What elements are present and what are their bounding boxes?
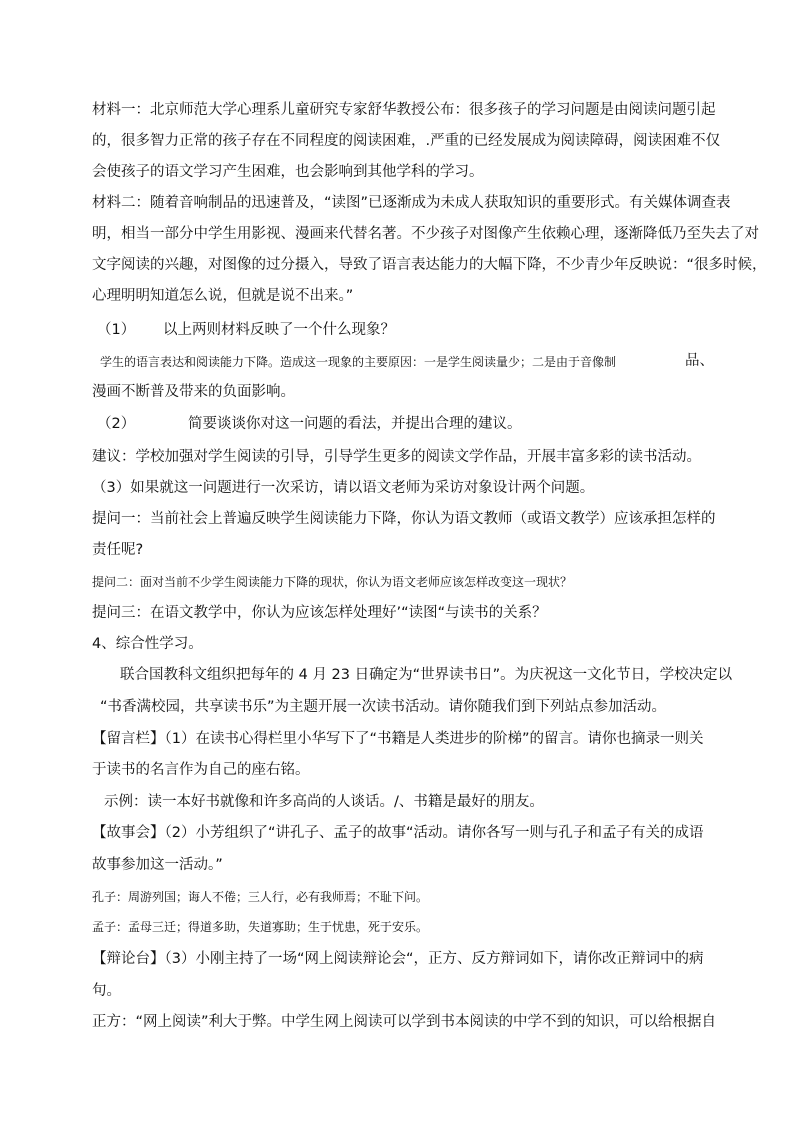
material-two-line-3: 文字阅读的兴趣，对图像的过分摄入，导致了语言表达能力的大幅下降，不少青少年反映说：“很多时候， — [92, 257, 767, 273]
answer-1-line-2: 漫画不断普及带来的负面影响。 — [92, 384, 295, 400]
material-one-line-1: 材料一：北京师范大学心理系儿童研究专家舒华教授公布：很多孩子的学习问题是由阅读问题引起 — [92, 102, 716, 118]
question-1-text: 以上两则材料反映了一个什么现象？ — [163, 322, 395, 338]
material-two-line-4: 心理明明知道怎么说，但就是说不出来。” — [92, 288, 354, 304]
question-3-line: （3）如果就这一问题进行一次采访，请以语文老师为采访对象设计两个问题。 — [92, 480, 595, 496]
material-one-line-2: 的，很多智力正常的孩子存在不同程度的阅读困难，.严重的已经发展成为阅读障碍，阅读困难不仅 — [92, 133, 721, 149]
material-two-line-2: 明，相当一部分中学生用影视、漫画来代替名著。不少孩子对图像产生依赖心理，逐渐降低乃至失去了对 — [92, 226, 759, 242]
section-4-heading: 4、综合性学习。 — [92, 636, 203, 652]
confucius-line: 孔子：周游列国；诲人不倦；三人行，必有我师焉；不耻下问。 — [92, 890, 429, 904]
material-one-line-3: 会使孩子的语文学习产生困难，也会影响到其他学科的学习。 — [92, 164, 484, 180]
message-board-line-1: 【留言栏】（1）在读书心得栏里小华写下了“书籍是人类进步的阶梯”的留言。请你也摘录一则关 — [92, 731, 704, 747]
intro-line-2: “书香满校园，共享读书乐”为主题开展一次读书活动。请你随我们到下列站点参加活动。 — [100, 699, 667, 715]
story-meeting-line-2: 故事参加这一活动。” — [92, 857, 223, 873]
story-meeting-line-1: 【故事会】（2）小芳组织了“讲孔子、孟子的故事“活动。请你各写一则与孔子和孟子有关的成语 — [92, 825, 704, 841]
question-2-text: 简要谈谈你对这一问题的看法，并提出合理的建议。 — [188, 416, 522, 432]
interview-q1-line-2: 责任呢? — [92, 542, 144, 558]
example-line: 示例：读一本好书就像和许多高尚的人谈话。/、书籍是最好的朋友。 — [104, 794, 544, 810]
debate-line-2: 句。 — [92, 983, 121, 999]
question-1-number: （1） — [97, 322, 136, 338]
question-2-number: （2） — [97, 416, 136, 432]
mencius-line: 孟子：孟母三迁；得道多助，失道寡助；生于忧患，死于安乐。 — [92, 920, 429, 934]
affirmative-line: 正方：“网上阅读”利大于弊。中学生网上阅读可以学到书本阅读的中学不到的知识，可以给根据自 — [92, 1014, 717, 1030]
suggestion-line: 建议：学校加强对学生阅读的引导，引导学生更多的阅读文学作品，开展丰富多彩的读书活动。 — [92, 449, 701, 465]
answer-1-line-1-end: 品、 — [685, 353, 714, 369]
intro-line-1: 联合国教科文组织把每年的 4 月 23 日确定为“世界读书日”。为庆祝这一文化节日，学校决定以 — [120, 667, 733, 683]
interview-q3-line: 提问三：在语文教学中，你认为应该怎样处理好’“读图“与读书的关系？ — [92, 605, 547, 621]
debate-line-1: 【辩论台】（3）小刚主持了一场“网上阅读辩论会“，正方、反方辩词如下，请你改正辩词中的病 — [92, 951, 704, 967]
interview-q1-line-1: 提问一：当前社会上普遍反映学生阅读能力下降，你认为语文教师（或语文教学）应该承担怎样的 — [92, 511, 716, 527]
material-two-line-1: 材料二：随着音响制品的迅速普及，“读图”已逐渐成为未成人获取知识的重要形式。有关媒体调查表 — [92, 195, 731, 211]
answer-1-line-1: 学生的语言表达和阅读能力下降。造成这一现象的主要原因：一是学生阅读量少；二是由于音像制 — [100, 355, 617, 369]
message-board-line-2: 于读书的名言作为自己的座右铭。 — [92, 762, 310, 778]
interview-q2-line: 提问二：面对当前不少学生阅读能力下降的现状，你认为语文老师应该怎样改变这一现状？ — [92, 575, 573, 589]
